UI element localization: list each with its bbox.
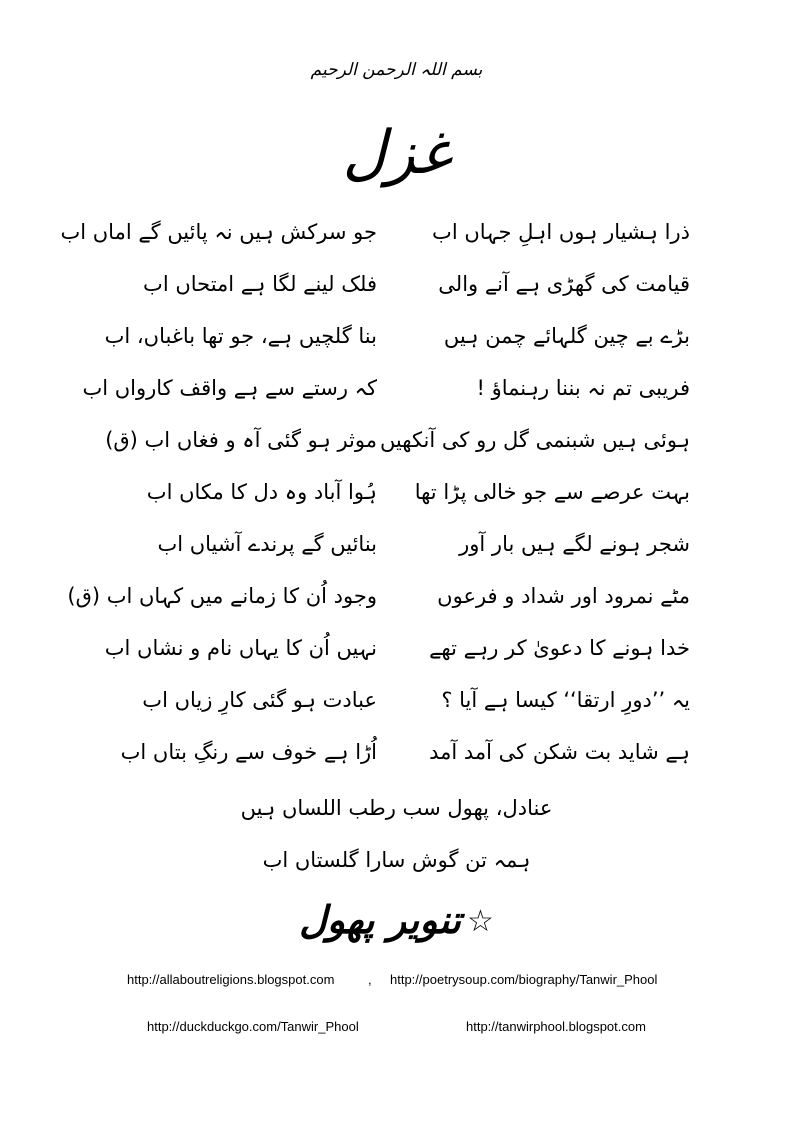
couplet-second-line: بنا گلچیں ہے، جو تھا باغباں، اب xyxy=(104,324,377,348)
couplet-second-line: موثر ہو گئی آہ و فغاں اب (ق) xyxy=(105,428,377,452)
couplet-first-line: خدا ہونے کا دعویٰ کر رہے تھے xyxy=(429,636,690,660)
couplet-second-line: فلک لینے لگا ہے امتحاں اب xyxy=(143,272,377,296)
link-allaboutreligions[interactable]: http://allaboutreligions.blogspot.com xyxy=(127,972,335,987)
couplet-3 xyxy=(0,316,793,356)
couplet-first-line: شجر ہونے لگے ہیں بار آور xyxy=(459,532,690,556)
couplet-first-line: ذرا ہشیار ہوں اہلِ جہاں اب xyxy=(432,220,690,244)
couplet-second-line: کہ رستے سے ہے واقف کارواں اب xyxy=(82,376,377,400)
couplet-first-line: ہے شاید بت شکن کی آمد آمد xyxy=(429,740,690,764)
couplet-9 xyxy=(0,628,793,668)
link-poetrysoup[interactable]: http://poetrysoup.com/biography/Tanwir_Phool xyxy=(390,972,658,987)
couplet-10 xyxy=(0,680,793,720)
couplet-5 xyxy=(0,420,793,460)
link-duckduckgo[interactable]: http://duckduckgo.com/Tanwir_Phool xyxy=(147,1019,359,1034)
couplet-second-line: عبادت ہو گئی کارِ زیاں اب xyxy=(142,688,377,712)
poet-name: تنویر پھول xyxy=(299,897,461,942)
couplet-second-line: وجود اُن کا زمانے میں کہاں اب (ق) xyxy=(67,584,377,608)
couplet-4 xyxy=(0,368,793,408)
couplet-first-line: بہت عرصے سے جو خالی پڑا تھا xyxy=(414,480,690,504)
couplet-2 xyxy=(0,264,793,304)
link-separator: , xyxy=(368,972,372,987)
couplet-6 xyxy=(0,472,793,512)
link-tanwirphool-blog[interactable]: http://tanwirphool.blogspot.com xyxy=(466,1019,646,1034)
couplet-second-line: اُڑا ہے خوف سے رنگِ بتاں اب xyxy=(120,740,377,764)
couplet-first-line: یہ ’’دورِ ارتقا‘‘ کیسا ہے آیا ؟ xyxy=(441,688,690,712)
couplet-second-line: ہُوا آباد وہ دل کا مکاں اب xyxy=(146,480,377,504)
couplet-first-line: فریبی تم نہ بننا رہنماؤ ! xyxy=(476,376,690,400)
couplet-second-line: نہیں اُن کا یہاں نام و نشاں اب xyxy=(104,636,377,660)
bismillah-heading: بسم اللہ الرحمن الرحیم xyxy=(310,60,483,80)
star-outline-icon: ☆ xyxy=(466,904,494,939)
couplet-8 xyxy=(0,576,793,616)
closing-line-1: عنادل، پھول سب رطب اللساں ہیں xyxy=(240,796,553,820)
couplet-second-line: جو سرکش ہیں نہ پائیں گے اماں اب xyxy=(60,220,377,244)
couplet-first-line: بڑے بے چین گلہائے چمن ہیں xyxy=(443,324,690,348)
closing-line-2: ہمہ تن گوش سارا گلستاں اب xyxy=(262,848,531,872)
couplet-7 xyxy=(0,524,793,564)
couplet-first-line: مٹے نمرود اور شداد و فرعوں xyxy=(437,584,690,608)
couplet-11 xyxy=(0,732,793,772)
couplet-1 xyxy=(0,212,793,252)
couplet-first-line: قیامت کی گھڑی ہے آنے والی xyxy=(438,272,690,296)
couplet-first-line: ہوئی ہیں شبنمی گل رو کی آنکھیں xyxy=(379,428,690,452)
page-title: غزل xyxy=(342,118,451,188)
poet-signature xyxy=(0,890,793,950)
couplet-second-line: بنائیں گے پرندے آشیاں اب xyxy=(157,532,377,556)
